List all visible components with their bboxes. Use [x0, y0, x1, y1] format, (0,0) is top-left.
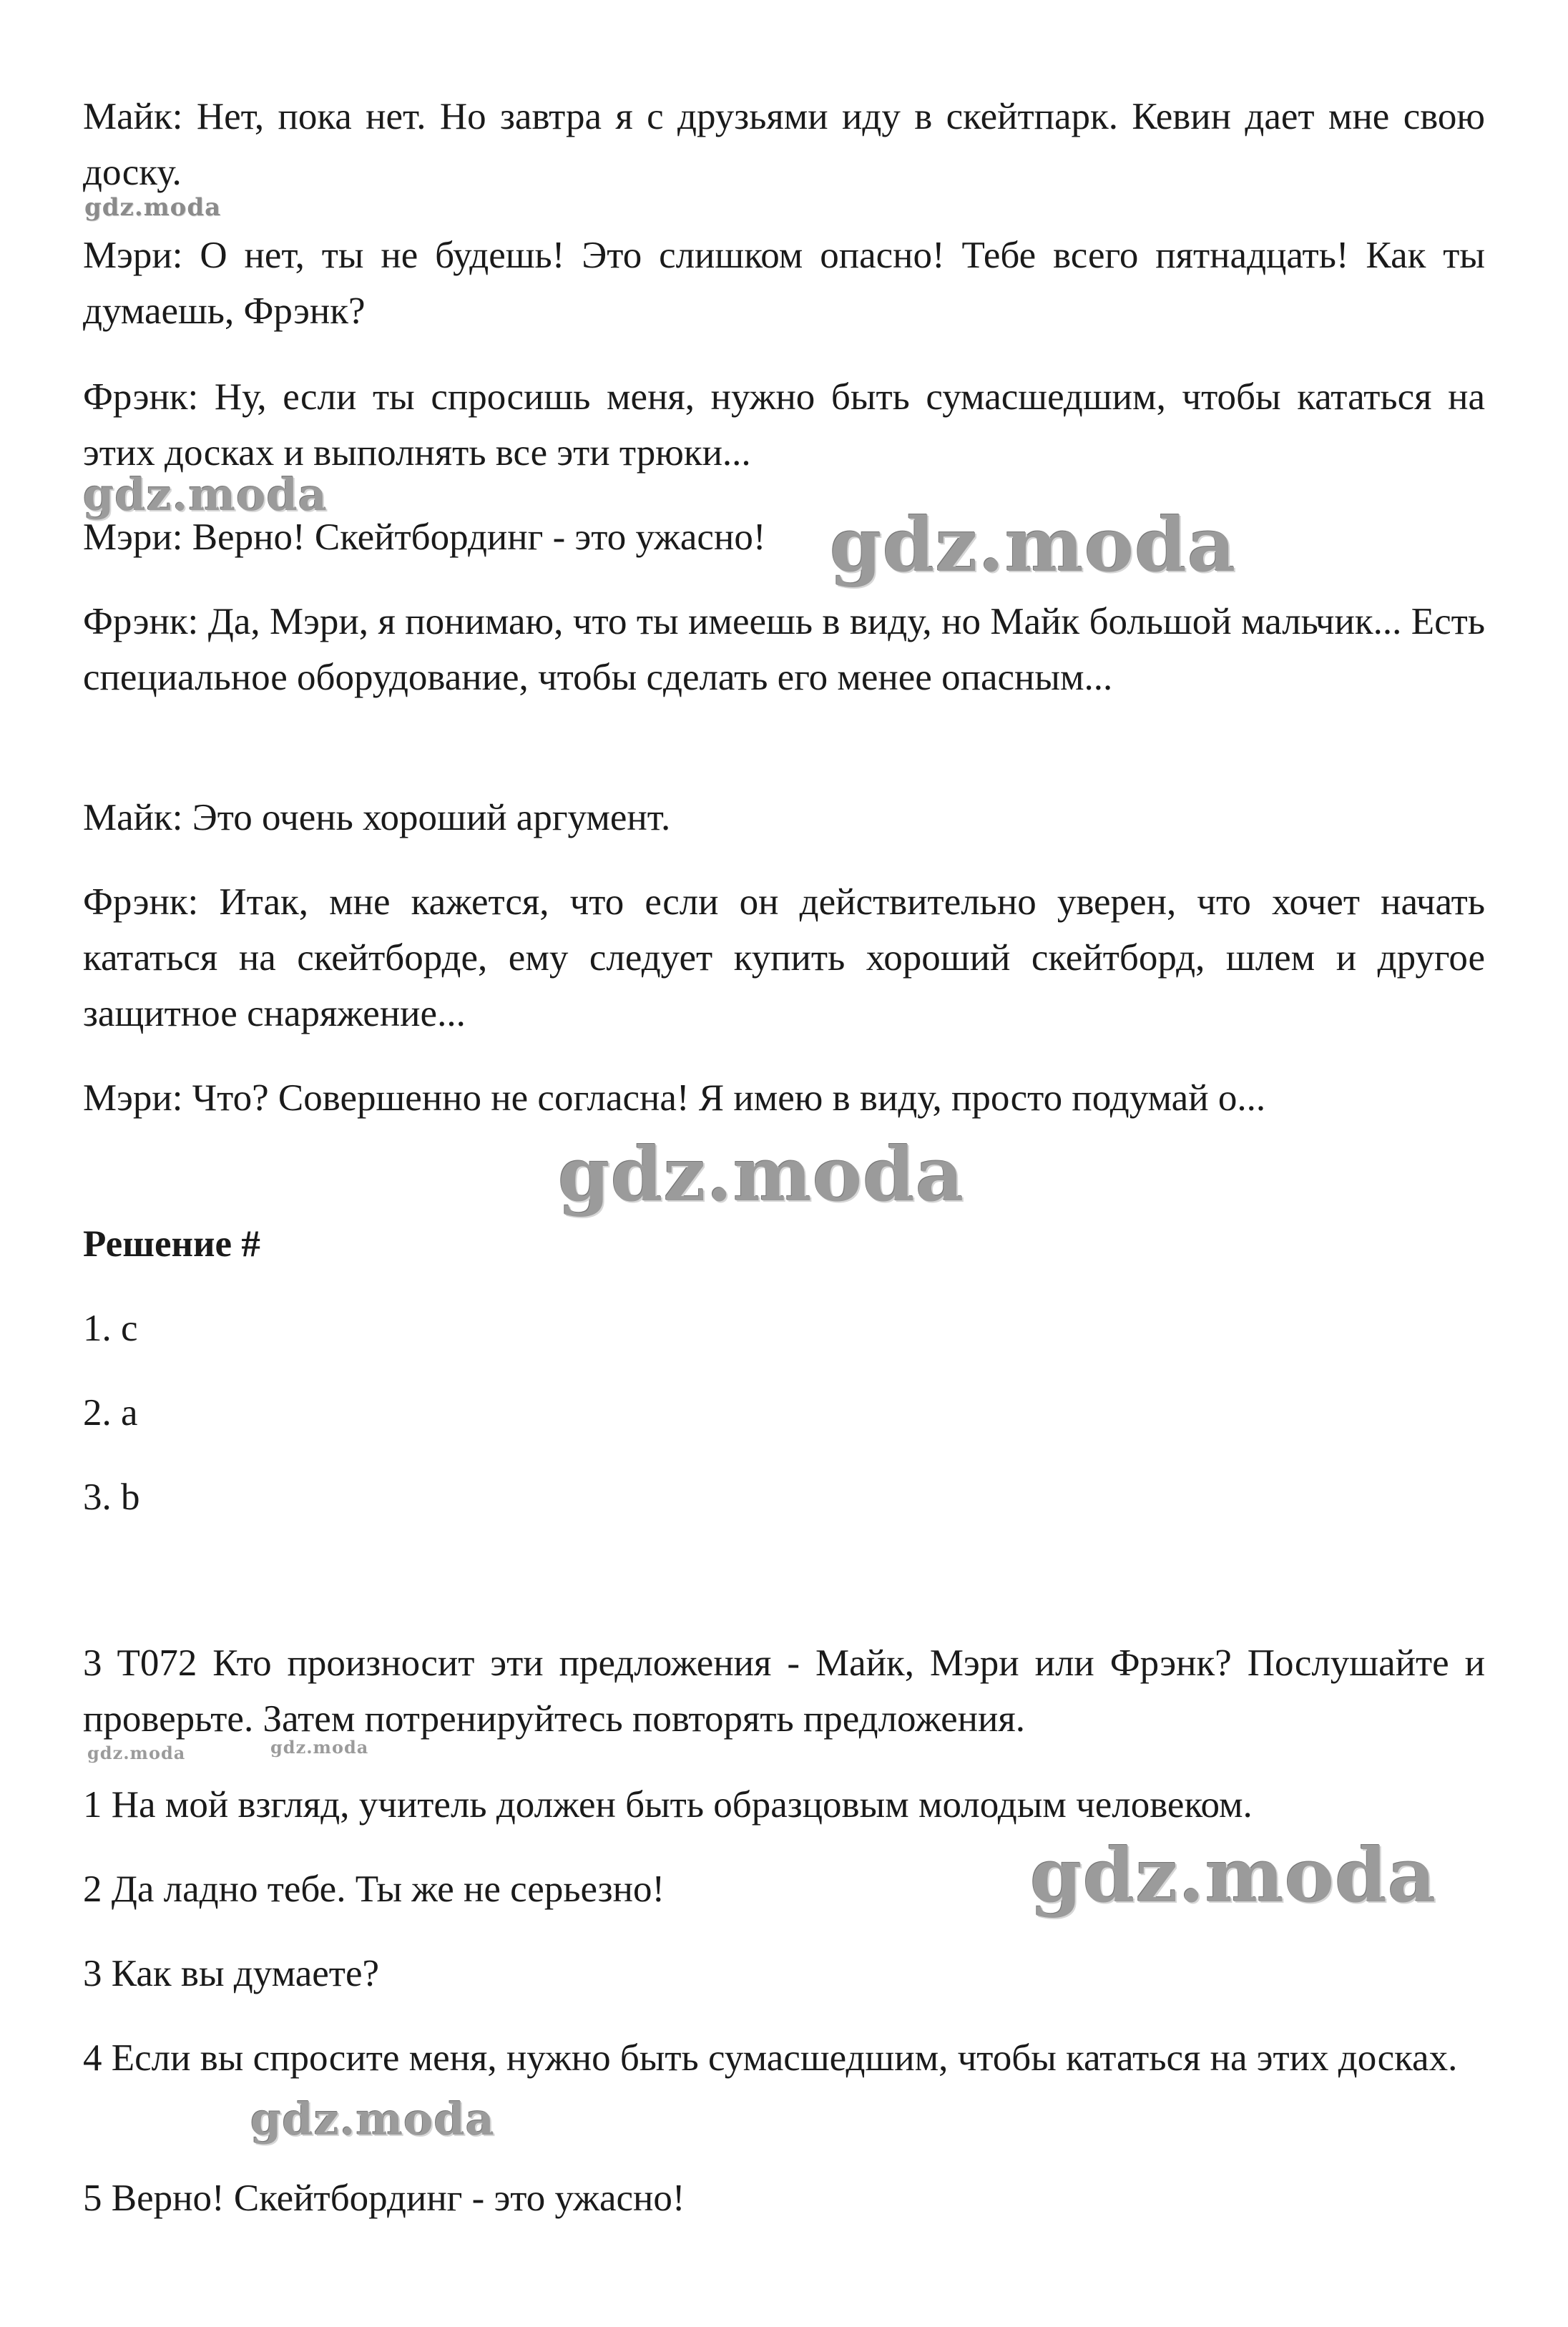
dialogue-line: Мэри: Верно! Скейтбординг - это ужасно! — [83, 516, 766, 558]
dialogue-line: Фрэнк: Ну, если ты спросишь меня, нужно быть сумасшедшим, чтобы кататься на этих досках и выполнять все эти трюки... — [83, 376, 1485, 474]
watermark-logo: gdz.moda — [558, 1130, 965, 1218]
dialogue-line: Майк: Это очень хороший аргумент. — [83, 797, 671, 838]
dialogue-line: Фрэнк: Да, Мэри, я понимаю, что ты имеешь в виду, но Майк большой мальчик... Есть специальное оборудование, чтобы сделать его менее опасным... — [83, 601, 1485, 698]
task-prompt: 3 T072 Кто произносит эти предложения - Майк, Мэри или Фрэнк? Послушайте и проверьте. Затем потренируйтесь повторять предложения. — [83, 1642, 1485, 1740]
solution-heading: Решение # — [83, 1223, 260, 1265]
watermark-logo: gdz.moda — [250, 2093, 495, 2145]
task-item: 5 Верно! Скейтбординг - это ужасно! — [83, 2177, 685, 2219]
task-item: 1 На мой взгляд, учитель должен быть образцовым молодым человеком. — [83, 1784, 1253, 1826]
watermark-logo: gdz.moda — [830, 501, 1237, 589]
dialogue-line: Мэри: О нет, ты не будешь! Это слишком опасно! Тебе всего пятнадцать! Как ты думаешь, Фрэнк? — [83, 235, 1485, 332]
answer-item: 2. a — [83, 1392, 138, 1434]
watermark-logo: gdz.moda — [84, 193, 222, 222]
task-item: 2 Да ладно тебе. Ты же не серьезно! — [83, 1868, 665, 1910]
watermark-logo: gdz.moda — [1030, 1831, 1437, 1919]
dialogue-line: Мэри: Что? Совершенно не согласна! Я имею в виду, просто подумай о... — [83, 1077, 1266, 1119]
watermark-logo: gdz.moda — [87, 1743, 186, 1763]
task-item: 3 Как вы думаете? — [83, 1953, 380, 1994]
answer-item: 3. b — [83, 1476, 140, 1518]
task-item: 4 Если вы спросите меня, нужно быть сумасшедшим, чтобы кататься на этих досках. — [83, 2037, 1458, 2079]
answer-item: 1. c — [83, 1308, 138, 1349]
watermark-logo: gdz.moda — [83, 469, 328, 521]
dialogue-line: Фрэнк: Итак, мне кажется, что если он действительно уверен, что хочет начать кататься на скейтборде, ему следует купить хороший скейтборд, шлем и другое защитное снаряжение... — [83, 881, 1485, 1034]
dialogue-line: Майк: Нет, пока нет. Но завтра я с друзьями иду в скейтпарк. Кевин дает мне свою доску. — [83, 96, 1485, 193]
watermark-logo: gdz.moda — [270, 1737, 369, 1758]
